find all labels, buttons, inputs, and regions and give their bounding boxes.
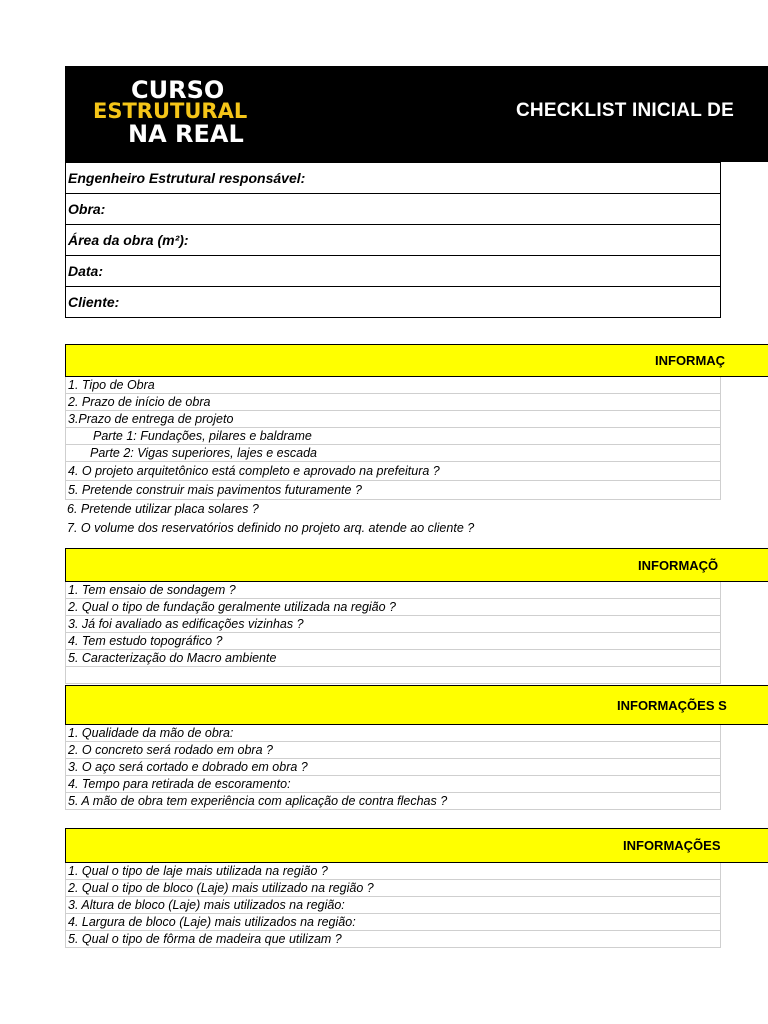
- section-1-title: INFORMAÇ: [655, 353, 726, 368]
- section-2-title: INFORMAÇÕ: [638, 557, 719, 573]
- list-item[interactable]: 3.Prazo de entrega de projeto: [65, 411, 721, 428]
- logo-line-2: ESTRUTURAL: [93, 99, 248, 123]
- list-item[interactable]: 6. Pretende utilizar placa solares ?: [67, 502, 259, 516]
- list-item[interactable]: 4. Tempo para retirada de escoramento:: [65, 776, 721, 793]
- logo-line-3: NA REAL: [128, 120, 244, 148]
- header-bar: [65, 66, 768, 162]
- list-item[interactable]: 5. A mão de obra tem experiência com aplicação de contra flechas ?: [65, 793, 721, 810]
- list-item[interactable]: 1. Tipo de Obra: [65, 377, 721, 394]
- section-3-title: INFORMAÇÕES S: [617, 697, 727, 713]
- section-1-header: [65, 344, 768, 377]
- list-item[interactable]: 1. Qual o tipo de laje mais utilizada na região ?: [65, 863, 721, 880]
- curso-estrutural-na-real-logo: [93, 78, 263, 148]
- list-item[interactable]: 3. Altura de bloco (Laje) mais utilizados na região:: [65, 897, 721, 914]
- project-info-table: [65, 162, 721, 318]
- list-item[interactable]: 4. Largura de bloco (Laje) mais utilizados na região:: [65, 914, 721, 931]
- list-item[interactable]: 1. Tem ensaio de sondagem ?: [65, 582, 721, 599]
- field-cliente[interactable]: Cliente:: [65, 287, 721, 318]
- list-item[interactable]: 2. Qual o tipo de fundação geralmente utilizada na região ?: [65, 599, 721, 616]
- section-3-header: [65, 685, 768, 725]
- field-area-obra[interactable]: Área da obra (m²):: [65, 225, 721, 256]
- section-1-list: [65, 377, 721, 538]
- section-4-title: INFORMAÇÕES: [623, 838, 721, 853]
- field-data[interactable]: Data:: [65, 256, 721, 287]
- list-item[interactable]: Parte 2: Vigas superiores, lajes e escada: [65, 445, 721, 462]
- list-item[interactable]: Parte 1: Fundações, pilares e baldrame: [65, 428, 721, 445]
- list-item[interactable]: 2. Qual o tipo de bloco (Laje) mais utilizado na região ?: [65, 880, 721, 897]
- list-item[interactable]: 1. Qualidade da mão de obra:: [65, 725, 721, 742]
- field-engenheiro[interactable]: Engenheiro Estrutural responsável:: [65, 162, 721, 194]
- section-2-list: [65, 582, 721, 684]
- list-item-blank: [65, 667, 721, 684]
- list-item[interactable]: 3. Já foi avaliado as edificações vizinhas ?: [65, 616, 721, 633]
- list-item[interactable]: 2. Prazo de início de obra: [65, 394, 721, 411]
- document-title: CHECKLIST INICIAL DE: [516, 100, 734, 121]
- logo-line-1: CURSO: [131, 76, 225, 104]
- list-item[interactable]: 2. O concreto será rodado em obra ?: [65, 742, 721, 759]
- list-item[interactable]: 4. Tem estudo topográfico ?: [65, 633, 721, 650]
- section-2-header: [65, 548, 768, 582]
- list-item[interactable]: 7. O volume dos reservatórios definido no projeto arq. atende ao cliente ?: [67, 521, 475, 535]
- list-item[interactable]: 3. O aço será cortado e dobrado em obra ?: [65, 759, 721, 776]
- section-4-list: [65, 863, 721, 948]
- field-obra[interactable]: Obra:: [65, 194, 721, 225]
- section-3-list: [65, 725, 721, 810]
- section-4-header: [65, 828, 768, 863]
- list-item[interactable]: 5. Qual o tipo de fôrma de madeira que utilizam ?: [65, 931, 721, 948]
- list-item[interactable]: 4. O projeto arquitetônico está completo e aprovado na prefeitura ?: [65, 462, 721, 481]
- list-item[interactable]: 5. Pretende construir mais pavimentos futuramente ?: [65, 481, 721, 500]
- list-item[interactable]: 5. Caracterização do Macro ambiente: [65, 650, 721, 667]
